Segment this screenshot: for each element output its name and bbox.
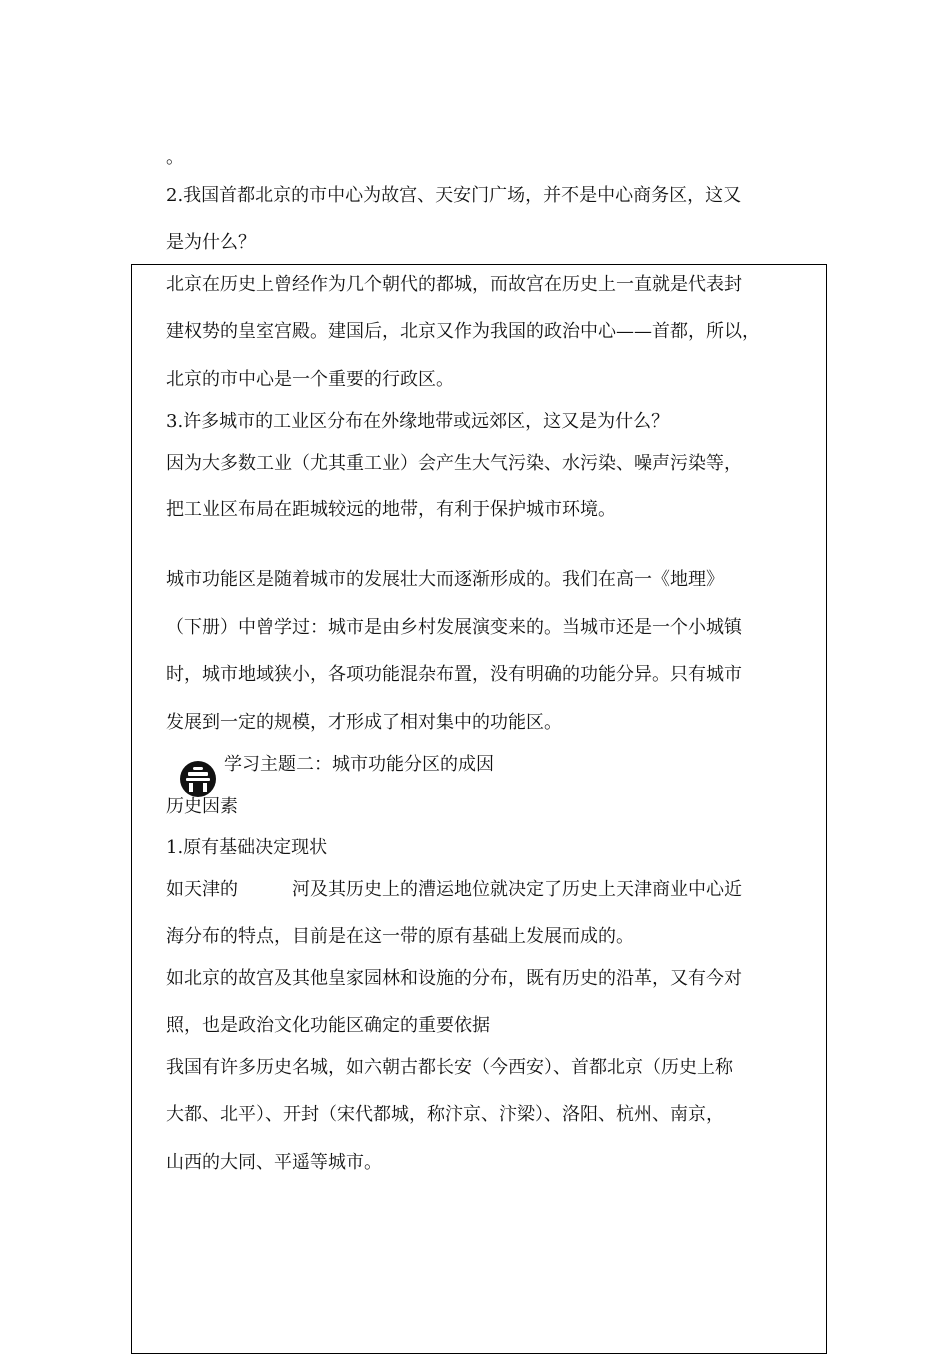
answer-3-line-2: 把工业区布局在距城较远的地带，有利于保护城市环境。 — [166, 499, 616, 520]
tianjin-line-1b: 河及其历史上的漕运地位就决定了历史上天津商业中心近 — [292, 879, 742, 900]
intro-line-2: （下册）中曾学过：城市是由乡村发展演变来的。当城市还是一个小城镇 — [166, 617, 742, 638]
tianjin-line-2: 海分布的特点，目前是在这一带的原有基础上发展而成的。 — [166, 926, 634, 947]
answer-2-line-2: 建权势的皇室宫殿。建国后，北京又作为我国的政治中心——首都，所以， — [166, 321, 760, 342]
intro-line-3: 时，城市地域狭小，各项功能混杂布置，没有明确的功能分异。只有城市 — [166, 664, 742, 685]
answer-2-line-3: 北京的市中心是一个重要的行政区。 — [166, 369, 454, 390]
beijing-line-1: 如北京的故宫及其他皇家园林和设施的分布，既有历史的沿革，又有今对 — [166, 968, 742, 989]
question-3: 3.许多城市的工业区分布在外缘地带或远郊区，这又是为什么？ — [166, 411, 670, 432]
cities-line-2: 大都、北平）、开封（宋代都城，称汴京、汴梁）、洛阳、杭州、南京， — [166, 1104, 724, 1125]
intro-line-4: 发展到一定的规模，才形成了相对集中的功能区。 — [166, 712, 562, 733]
trailing-period: 。 — [166, 147, 184, 168]
intro-line-1: 城市功能区是随着城市的发展壮大而逐渐形成的。我们在高一《地理》 — [166, 569, 724, 590]
study-topic-title: 学习主题二：城市功能分区的成因 — [224, 754, 494, 775]
historical-factors-heading: 历史因素 — [166, 796, 238, 817]
study-topic-icon — [178, 758, 218, 798]
answer-2-line-1: 北京在历史上曾经作为几个朝代的都城，而故宫在历史上一直就是代表封 — [166, 274, 742, 295]
answer-3-line-1: 因为大多数工业（尤其重工业）会产生大气污染、水污染、噪声污染等， — [166, 453, 742, 474]
question-2-line-1: 2.我国首都北京的市中心为故宫、天安门广场，并不是中心商务区，这又 — [166, 185, 742, 206]
cities-line-1: 我国有许多历史名城，如六朝古都长安（今西安）、首都北京（历史上称 — [166, 1057, 733, 1078]
tianjin-line-1a: 如天津的 — [166, 879, 238, 900]
beijing-line-2: 照，也是政治文化功能区确定的重要依据 — [166, 1015, 490, 1036]
question-2-line-2: 是为什么？ — [166, 232, 256, 253]
point-1: 1.原有基础决定现状 — [166, 837, 328, 858]
cities-line-3: 山西的大同、平遥等城市。 — [166, 1152, 382, 1173]
